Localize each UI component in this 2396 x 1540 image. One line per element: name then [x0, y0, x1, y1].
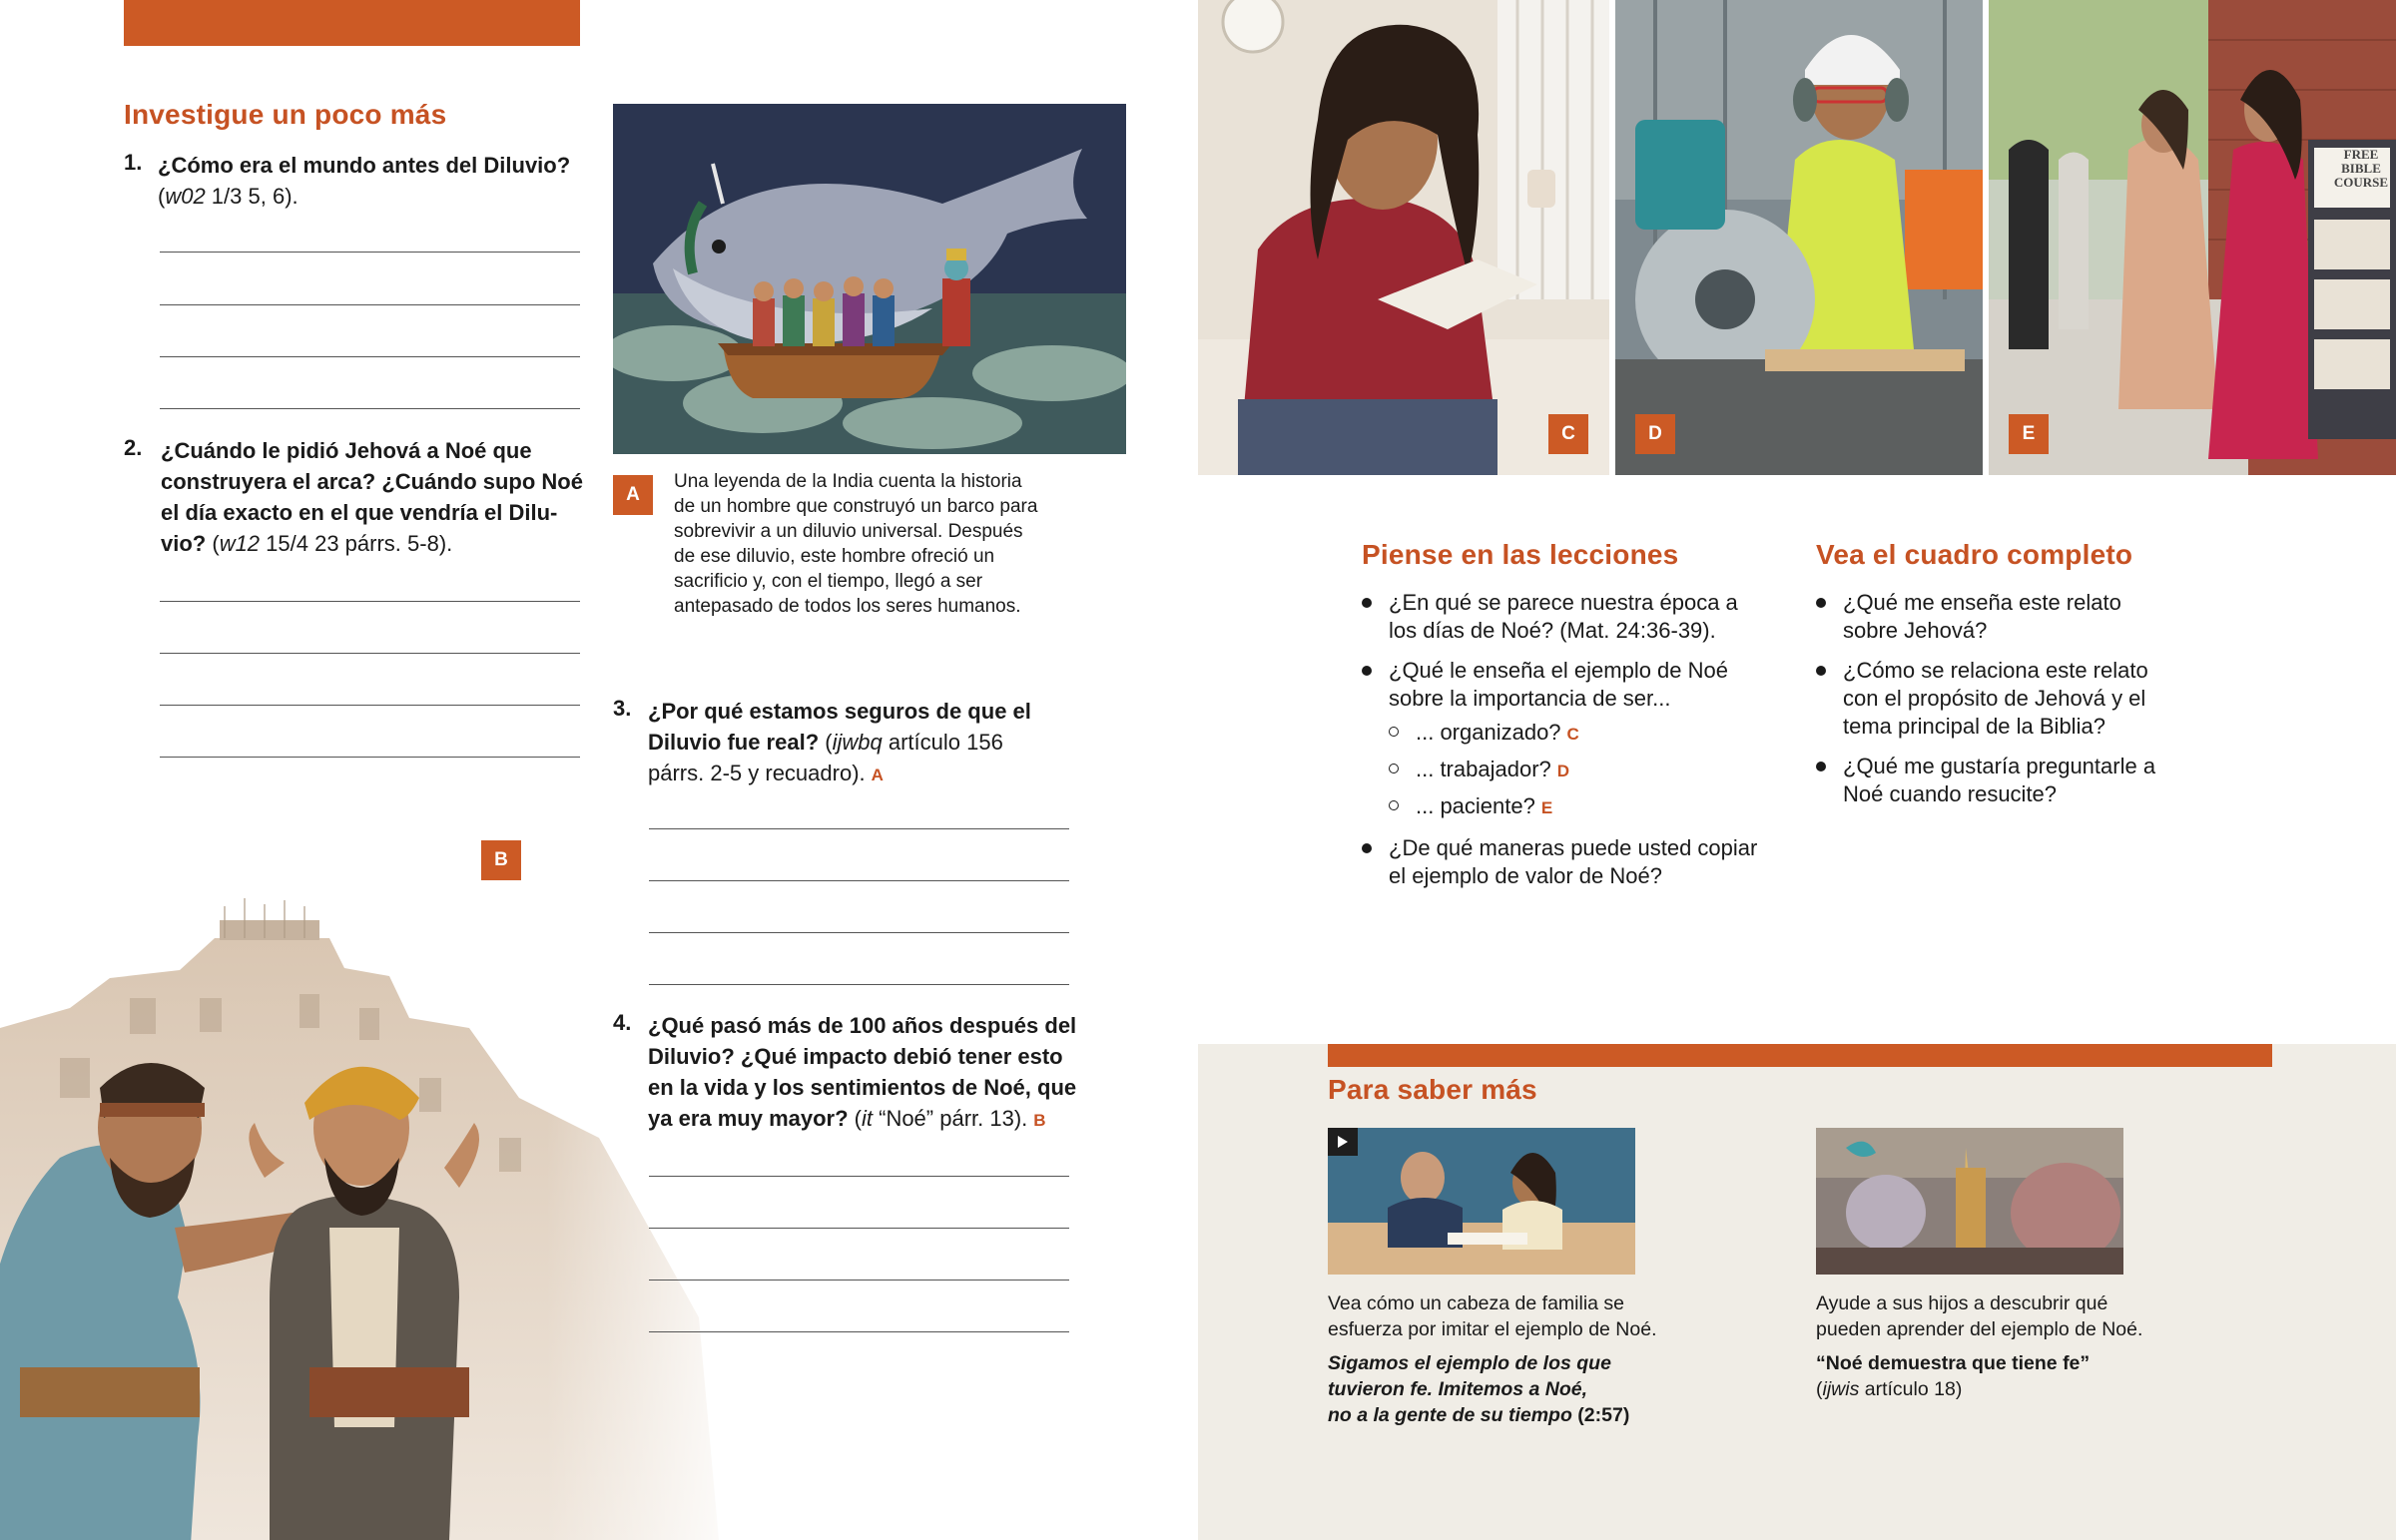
answer-line[interactable] — [160, 252, 580, 253]
cart-sign-text: FREE BIBLE COURSE — [2333, 147, 2389, 190]
photo-e-cart-witnessing — [1989, 0, 2396, 475]
play-icon[interactable] — [1328, 1128, 1358, 1156]
sub-list-item: ... trabajador? D — [1389, 756, 1771, 785]
question-text-line: en la vida y los sentimientos de Noé, que — [648, 1075, 1077, 1100]
question-text-line: ¿Cuándo le pidió Jehová a Noé que — [161, 438, 532, 463]
question-text-line: vio? — [161, 531, 207, 556]
question-text-line: Diluvio? ¿Qué impacto debió tener esto — [648, 1044, 1063, 1069]
reference-text: “Noé” párr. 13). — [873, 1106, 1028, 1131]
question-1: 1. ¿Cómo era el mundo antes del Diluvio? (w02 1/3 5, 6). — [124, 150, 571, 209]
top-orange-banner — [124, 0, 580, 46]
answer-line[interactable] — [160, 408, 580, 409]
answer-line[interactable] — [160, 705, 580, 706]
question-number: 1. — [124, 150, 143, 175]
badge-d: D — [1635, 414, 1675, 454]
question-number: 2. — [124, 435, 143, 460]
reference-text: 1/3 5, 6). — [205, 184, 299, 209]
section-heading-lecciones: Piense en las lecciones — [1362, 539, 1679, 570]
figure-a-painting — [613, 104, 1126, 454]
tower-of-babel-illustration — [0, 898, 759, 1540]
question-text-line: ¿Qué pasó más de 100 años después del — [648, 1013, 1077, 1038]
more-info-bar — [1328, 1044, 2272, 1067]
reference-code: w12 — [219, 531, 261, 556]
tag-c: C — [1566, 725, 1579, 744]
article-thumbnail[interactable] — [1816, 1128, 2123, 1275]
list-item: ¿De qué maneras puede usted copiar el ejemplo de valor de Noé? — [1362, 834, 1771, 890]
question-text: ¿Cómo era el mundo antes del Diluvio? — [158, 153, 571, 178]
question-text-line: construyera el arca? ¿Cuándo supo Noé — [161, 469, 583, 494]
list-item: ¿En qué se parece nuestra época a los días de Noé? (Mat. 24:36-39). — [1362, 589, 1771, 645]
badge-a: A — [613, 475, 653, 515]
video-description: Vea cómo un cabeza de familia se esfuerza por imitar el ejemplo de Noé. — [1328, 1292, 1657, 1340]
answer-line[interactable] — [649, 1228, 1069, 1229]
list-item: ¿Cómo se relaciona este relato con el propósito de Jehová y el tema principal de la Biblia? — [1816, 657, 2170, 741]
reference-code: it — [862, 1106, 873, 1131]
reference-code: w02 — [165, 184, 206, 209]
article-title[interactable]: “Noé demuestra que tiene fe” (ijwis artículo 18) — [1816, 1352, 2091, 1400]
sub-list-item: ... organizado? C — [1389, 719, 1771, 749]
answer-line[interactable] — [160, 356, 580, 357]
badge-e: E — [2009, 414, 2049, 454]
list-item: ¿Qué le enseña el ejemplo de Noé sobre la importancia de ser... ... organizado? C ... trabajador? D ... paciente? E — [1362, 657, 1771, 822]
question-4: 4. ¿Qué pasó más de 100 años después del Diluvio? ¿Qué impacto debió tener esto en la vida y los sentimientos de Noé, que ya era muy mayor? (it “Noé” párr. 13). B — [613, 1010, 1077, 1131]
figure-a-caption: Una leyenda de la India cuenta la historia de un hombre que construyó un barco para sobrevivir a un diluvio universal. Después de ese diluvio, este hombre ofreció un sacrificio y, con el tiempo, llegó a ser antepasado de todos los seres humanos. — [674, 471, 1038, 617]
photo-c-woman-reading — [1198, 0, 1609, 475]
section-heading-saber-mas: Para saber más — [1328, 1074, 1537, 1105]
lessons-list — [1362, 589, 1771, 902]
answer-line[interactable] — [160, 601, 580, 602]
answer-line[interactable] — [649, 828, 1069, 829]
question-number: 4. — [613, 1010, 632, 1035]
answer-line[interactable] — [649, 1176, 1069, 1177]
question-text-line: ¿Por qué estamos seguros de que el — [648, 699, 1031, 724]
answer-line[interactable] — [160, 304, 580, 305]
video-thumbnail[interactable] — [1328, 1128, 1635, 1275]
reference-text: artículo 156 — [882, 730, 1003, 755]
video-title[interactable]: Sigamos el ejemplo de los que tuvieron fe. Imitemos a Noé, no a la gente de su tiempo (2:57) — [1328, 1352, 1630, 1426]
answer-line[interactable] — [649, 1280, 1069, 1281]
article-description: Ayude a sus hijos a descubrir qué pueden aprender del ejemplo de Noé. — [1816, 1292, 2143, 1340]
question-text-line: ya era muy mayor? — [648, 1106, 849, 1131]
answer-line[interactable] — [649, 880, 1069, 881]
sub-list-item: ... paciente? E — [1389, 792, 1771, 822]
reference-text: párrs. 2-5 y recuadro). — [648, 761, 866, 785]
answer-line[interactable] — [649, 932, 1069, 933]
question-3: 3. ¿Por qué estamos seguros de que el Diluvio fue real? (ijwbq artículo 156 párrs. 2-5 y recuadro). A — [613, 696, 1031, 785]
section-heading-cuadro: Vea el cuadro completo — [1816, 539, 2133, 570]
complete-list — [1816, 589, 2170, 820]
badge-c: C — [1548, 414, 1588, 454]
question-2: 2. ¿Cuándo le pidió Jehová a Noé que construyera el arca? ¿Cuándo supo Noé el día exacto en el que vendría el Dilu- vio? (w12 15/4 23 párrs. 5-8). — [124, 435, 583, 556]
tag-b: B — [1033, 1111, 1046, 1130]
answer-line[interactable] — [160, 757, 580, 758]
tag-a: A — [871, 766, 884, 784]
list-item: ¿Qué me enseña este relato sobre Jehová? — [1816, 589, 2170, 645]
answer-line[interactable] — [160, 653, 580, 654]
reference-code: ijwis — [1822, 1378, 1860, 1400]
answer-line[interactable] — [649, 984, 1069, 985]
badge-b: B — [481, 840, 521, 880]
reference-code: ijwbq — [832, 730, 883, 755]
video-duration: (2:57) — [1571, 1404, 1630, 1426]
photo-d-woman-saw — [1615, 0, 1983, 475]
list-item: ¿Qué me gustaría preguntarle a Noé cuando resucite? — [1816, 753, 2170, 808]
tag-e: E — [1540, 798, 1553, 817]
question-number: 3. — [613, 696, 632, 721]
question-text-line: Diluvio fue real? — [648, 730, 820, 755]
reference-text: 15/4 23 párrs. 5-8). — [260, 531, 453, 556]
tag-d: D — [1556, 762, 1570, 780]
section-heading-investigue: Investigue un poco más — [124, 99, 447, 130]
question-text-line: el día exacto en el que vendría el Dilu- — [161, 500, 558, 525]
answer-line[interactable] — [649, 1331, 1069, 1332]
